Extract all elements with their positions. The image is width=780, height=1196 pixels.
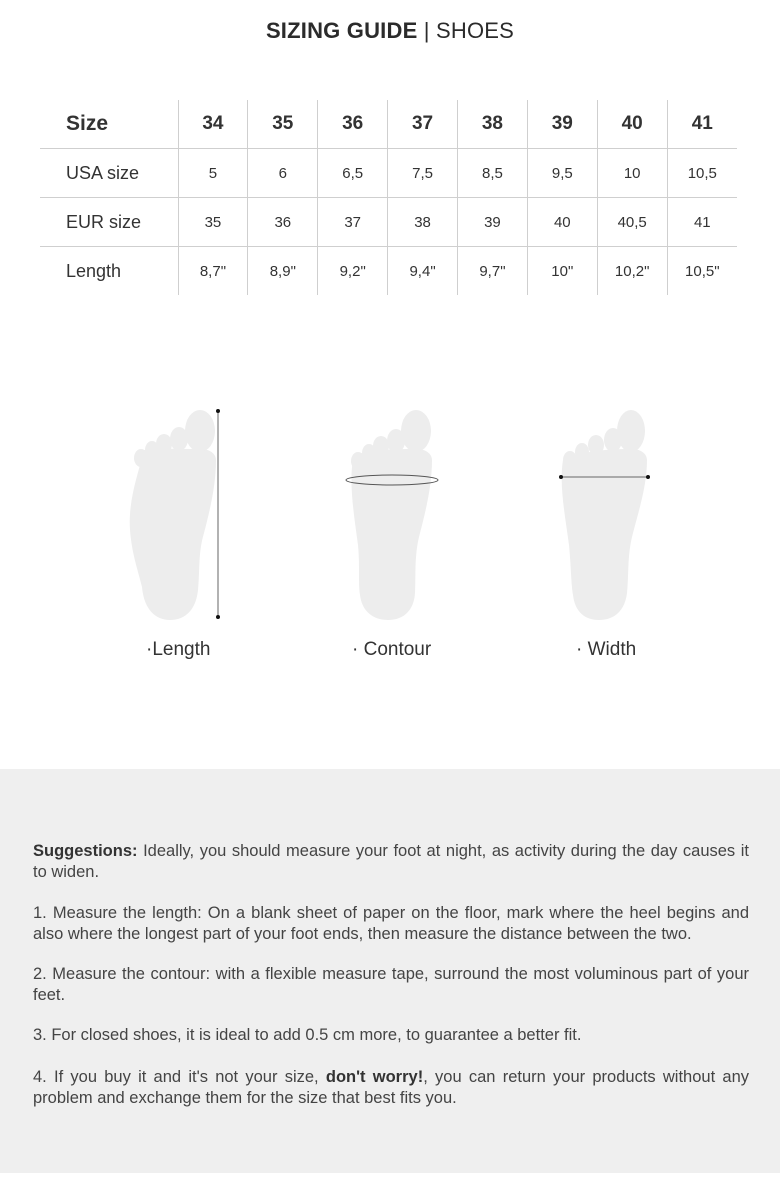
suggestions-panel	[0, 769, 780, 1173]
foot-length-icon	[128, 405, 228, 625]
table-cell: 41	[667, 100, 737, 149]
contour-label: · Contour	[352, 639, 432, 660]
row-label: EUR size	[40, 198, 178, 247]
table-cell: 37	[318, 198, 388, 247]
table-cell: 39	[458, 198, 528, 247]
table-row	[40, 149, 737, 198]
table-cell: 36	[318, 100, 388, 149]
table-cell: 7,5	[388, 149, 458, 198]
table-cell: 10"	[527, 247, 597, 296]
suggestion-step-2: 2. Measure the contour: with a flexible measure tape, surround the most voluminous part of your feet.	[33, 965, 749, 1004]
suggestions-intro	[33, 841, 749, 883]
step4-text-before: 4. If you buy it and it's not your size,	[33, 1068, 326, 1086]
table-cell: 9,5	[527, 149, 597, 198]
page-title	[0, 18, 780, 44]
table-cell: 8,7"	[178, 247, 248, 296]
table-cell: 8,5	[458, 149, 528, 198]
suggestion-step-3: 3. For closed shoes, it is ideal to add 0.5 cm more, to guarantee a better fit.	[33, 1026, 582, 1044]
table-cell: 10,5	[667, 149, 737, 198]
suggestions-intro-text: Ideally, you should measure your foot at night, as activity during the day causes it to widen.	[33, 842, 749, 881]
length-label: ·Length	[146, 639, 211, 660]
table-cell: 38	[388, 198, 458, 247]
table-cell: 9,4"	[388, 247, 458, 296]
row-label: Size	[66, 112, 109, 135]
table-cell: 9,2"	[318, 247, 388, 296]
table-cell: 35	[178, 198, 248, 247]
table-cell: 40	[527, 198, 597, 247]
title-separator: |	[423, 18, 430, 43]
table-cell: 10	[597, 149, 667, 198]
width-diagram	[555, 405, 655, 625]
table-cell: 41	[667, 198, 737, 247]
row-label: USA size	[40, 149, 178, 198]
table-cell: 37	[388, 100, 458, 149]
title-light: SHOES	[436, 18, 515, 43]
suggestion-step-1: 1. Measure the length: On a blank sheet of paper on the floor, mark where the heel begins and also where the longest part of your foot ends, then measure the distance between the two.	[33, 904, 749, 943]
table-row	[40, 247, 737, 296]
suggestions-heading: Suggestions:	[33, 842, 138, 860]
title-strong: SIZING GUIDE	[265, 18, 418, 43]
suggestion-step-4	[33, 1067, 749, 1109]
step4-emphasis: don't worry!	[325, 1068, 424, 1086]
table-cell: 6	[248, 149, 318, 198]
table-cell: 5	[178, 149, 248, 198]
table-cell: 10,2"	[597, 247, 667, 296]
table-cell: 38	[458, 100, 528, 149]
foot-contour-icon	[342, 405, 442, 625]
size-table	[40, 100, 737, 295]
table-cell: 9,7"	[458, 247, 528, 296]
table-cell: 39	[527, 100, 597, 149]
size-header-row	[40, 100, 737, 149]
row-label: Length	[40, 247, 178, 296]
table-cell: 6,5	[318, 149, 388, 198]
table-cell: 36	[248, 198, 318, 247]
step4-text-after: , you can return your products without any problem and exchange them for the size that best fits you.	[33, 1068, 750, 1107]
table-cell: 40	[597, 100, 667, 149]
table-cell: 10,5"	[667, 247, 737, 296]
table-row	[40, 198, 737, 247]
table-cell: 40,5	[597, 198, 667, 247]
contour-diagram	[342, 405, 442, 625]
table-cell: 34	[178, 100, 248, 149]
foot-width-icon	[555, 405, 655, 625]
length-diagram	[128, 405, 228, 625]
table-cell: 35	[248, 100, 318, 149]
width-label: · Width	[576, 639, 637, 660]
table-cell: 8,9"	[248, 247, 318, 296]
